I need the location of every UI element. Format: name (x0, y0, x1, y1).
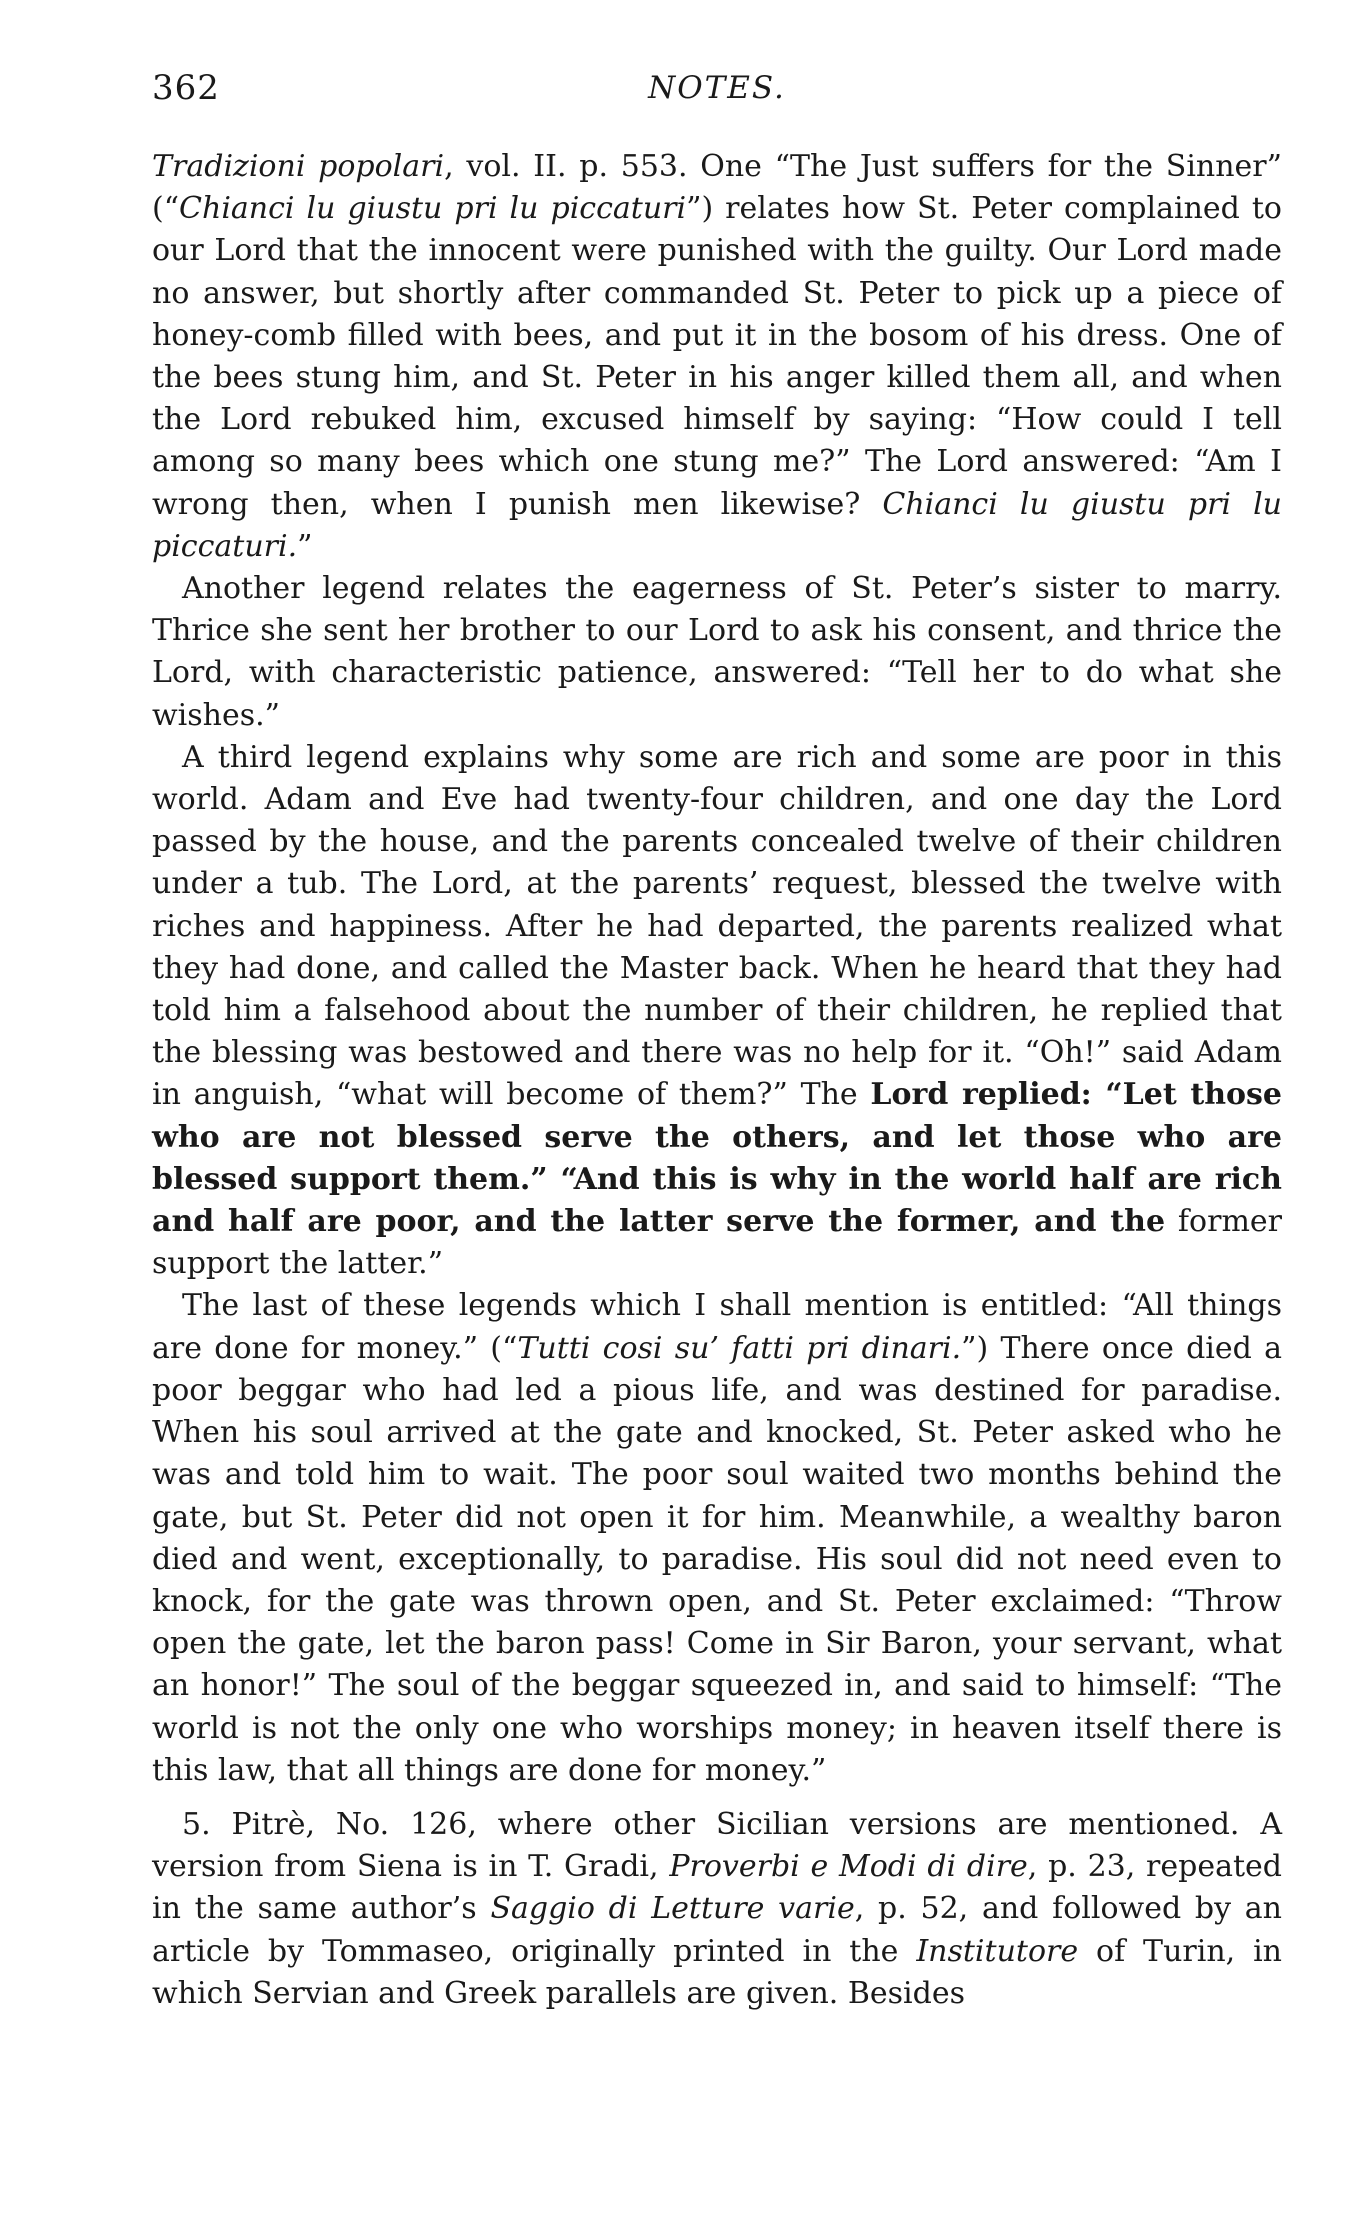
page-header (152, 60, 1282, 116)
text-span: ”) There once died a poor beggar who had led a pious life, and was destined for paradise. When his soul arrived at the gate and knocked, St. Peter asked who he was and told him to wait. The poor soul waited two months behind the gate, but St. Peter did not open it for him. Meanwhile, a wealthy baron died and went, exceptionally, to paradise. His soul did not need even to knock, for the gate was thrown open, and St. Peter exclaimed: “Throw open the gate, let the baron pass! Come in Sir Baron, your servant, what an honor!” The soul of the beggar squeezed in, and said to himself: “The world is not the only one who worships money; in heaven itself there is this law, that all things are done for money.” (152, 1330, 1283, 1788)
text-span: A third legend explains why some are rich and some are poor in this world. Adam and Eve had twenty-four children, and one day the Lord passed by the house, and the parents concealed twelve of their children under a tub. The Lord, at the parents’ request, blessed the twelve with riches and happiness. After he had departed, the parents realized what they had done, and called the Master back. When he heard that they had told him a falsehood about the number of their children, he replied that the blessing was bestowed and there was no help for it. “Oh!” said Adam in anguish, “what will become of them?” The (152, 739, 1282, 1113)
italic-phrase: Chianci lu giustu pri lu piccaturi. (152, 486, 1282, 564)
text-span: 5. Pitrè, No. 126, where other Sicilian versions are mentioned. A version from Siena is in T. Gradi, (152, 1806, 1282, 1885)
text-span: of Turin, in which Servian and Greek parallels are given. Besides (152, 1933, 1282, 2011)
italic-title: Saggio di Letture varie (490, 1891, 855, 1927)
text-span: , vol. II. p. 553. One “The Just suffers for the Sinner” (“ (152, 149, 1282, 227)
paragraph-1 (152, 146, 1282, 568)
text-span: former support the latter.” (152, 1204, 1282, 1282)
paragraph-5-note (152, 1804, 1282, 2015)
text-span: ”) relates how St. Peter complained to our Lord that the innocent were punished with the guilty. Our Lord made no answer, but shortly after commanded St. Peter to pick up a piece of honey-comb filled with bees, and put it in the bosom of his dress. One of the bees stung him, and St. Peter in his anger killed them all, and when the Lord rebuked him, excused himself by saying: “How could I tell among so many bees which one stung me?” The Lord answered: “Am I wrong then, when I punish men likewise? (152, 191, 1282, 522)
text-span: , p. 52, and followed by an article by Tommaseo, originally printed in the (152, 1891, 1283, 1969)
italic-title: Institutore (916, 1933, 1079, 1969)
paragraph-4 (152, 1285, 1282, 1791)
paragraph-3 (152, 737, 1282, 1286)
text-span: , p. 23, repeated in the same author’s (152, 1849, 1282, 1927)
text-span: The last of these legends which I shall mention is entitled: “All things are done for money.” (“ (152, 1288, 1282, 1366)
italic-phrase: Tutti cosi su’ fatti pri dinari. (517, 1330, 962, 1366)
italic-phrase: Chianci lu giustu pri lu piccaturi (179, 191, 687, 227)
running-head: NOTES. (648, 70, 786, 106)
page-number: 362 (152, 68, 220, 108)
page-body (152, 146, 1282, 2015)
bold-span: Lord replied: “Let those who are not blessed serve the others, and let those who are blessed support them.” “And this is why in the world half are rich and half are poor, and the latter serve the former, and the (152, 1077, 1282, 1240)
italic-title: Tradizioni popolari (152, 149, 445, 184)
paragraph-2: Another legend relates the eagerness of St. Peter’s sister to marry. Thrice she sent her brother to our Lord to ask his consent, and thrice the Lord, with characteristic patience, answered: “Tell her to do what she wishes.” (152, 571, 1282, 733)
book-page (152, 60, 1282, 2015)
italic-title: Proverbi e Modi di dire (669, 1849, 1028, 1885)
text-span: ” (297, 528, 313, 564)
